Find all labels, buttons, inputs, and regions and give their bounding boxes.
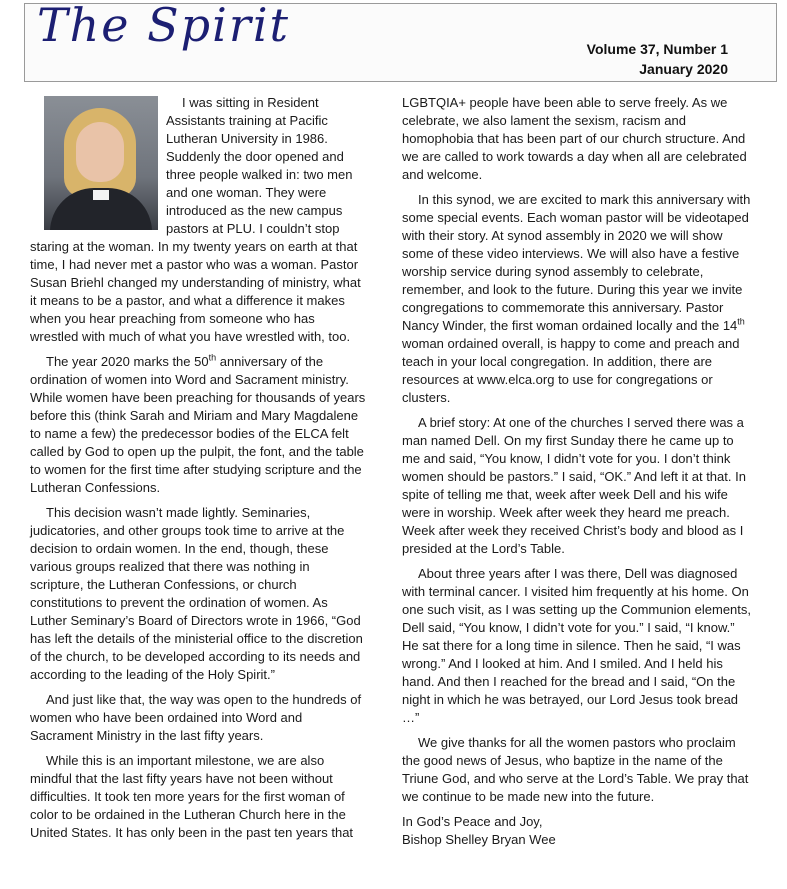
paragraph: About three years after I was there, Dell was diagnosed with terminal cancer. I visited him frequently at his home. On one such visit, as I was setting up the Communion elements, Dell said, “You know, I didn’t vote for you.” I said, “I know.” He sat there for a long time in silence. Then he said, “I was wrong.” And I looked at him. And I smiled. And I held his hand. And then I reached for the bread and I said, “On the night in which he was betrayed, our Lord Jesus took bread …” xyxy=(402,566,752,725)
signature: Bishop Shelley Bryan Wee xyxy=(402,832,556,847)
issue-date: January 2020 xyxy=(639,61,728,77)
paragraph: A brief story: At one of the churches I served there was a man named Dell. On my first Sunday there he came up to me and said, “You know, I didn’t vote for you. I don’t think women should be pastors.” I said, “OK.” And left it at that. In spite of telling me that, week after week Dell and his wife were in worship. Week after week they heard me preach. Week after week they received Christ’s body and blood as I presided at the Lord’s Table. xyxy=(402,415,746,556)
paragraph: I was sitting in Resident Assistants training at Pacific Lutheran University in 1986. Suddenly the door opened and three people walked in: two men and one woman. They were introduced as the new campus pastors at PLU. I couldn’t stop staring at the woman. In my twenty years on earth at that time, I had never met a pastor who was a woman. Pastor Susan Briehl changed my understanding of ministry, what it means to be a pastor, and what a difference it makes when you hear preaching from someone who has wrestled with much of what you have wrestled with, too. xyxy=(30,95,361,344)
volume-number: Volume 37, Number 1 xyxy=(586,41,728,57)
paragraph: LGBTQIA+ people have been able to serve freely. As we celebrate, we also lament the sexism, racism and homophobia that has been part of our church structure. And we are called to work towards a day when all are celebrated and welcome. xyxy=(402,95,747,182)
issue-info xyxy=(587,39,728,79)
paragraph: While this is an important milestone, we are also mindful that the last fifty years have not been without difficulties. It took ten more years for the first woman of color to be ordained in the Lutheran Church here in the United States. It has only been in the past ten years that xyxy=(30,753,354,840)
article-right-column xyxy=(402,94,752,849)
article-left-column xyxy=(30,94,366,849)
paragraph: We give thanks for all the women pastors who proclaim the good news of Jesus, who baptize in the name of the Triune God, and who serve at the Lord’s Table. We pray that we continue to be made new into the future. xyxy=(402,735,749,804)
paragraph: The year 2020 marks the 50th anniversary of the ordination of women into Word and Sacrament ministry. While women have been preaching for thousands of years before this (think Sarah and Miriam and Mary Magdalene to name a few) the predecessor bodies of the ELCA felt called by God to open up the pulpit, the font, and the table to women for the first time after studying scripture and the Lutheran Confessions. xyxy=(30,352,366,495)
paragraph: In this synod, we are excited to mark this anniversary with some special events. Each woman pastor will be videotaped with their story. At synod assembly in 2020 we will show some of these video interviews. We will also have a festive worship service during synod assembly to celebrate, remember, and look to the future. During this year we invite congregations to commemorate this anniversary. Pastor Nancy Winder, the first woman ordained locally and the 14th woman ordained overall, is happy to come and preach and teach in your local congregation. In addition, there are resources at www.elca.org to use for congregations or clusters. xyxy=(402,192,751,405)
closing-line: In God’s Peace and Joy, xyxy=(402,814,543,829)
paragraph: This decision wasn’t made lightly. Seminaries, judicatories, and other groups took time to arrive at the decision to ordain women. In the end, though, these various groups realized that there was nothing in scripture, the Lutheran Confessions, or church constitutions to prevent the ordination of women. As Luther Seminary’s Board of Directors wrote in 1966, “God has left the details of the ministerial office to the discretion of the church, to be developed according to its needs and according to the leading of the Holy Spirit.” xyxy=(30,505,363,682)
newsletter-title: The Spirit xyxy=(37,0,291,52)
paragraph: And just like that, the way was open to the hundreds of women who have been ordained into Word and Sacrament Ministry in the last fifty years. xyxy=(30,692,362,743)
masthead xyxy=(24,0,777,82)
